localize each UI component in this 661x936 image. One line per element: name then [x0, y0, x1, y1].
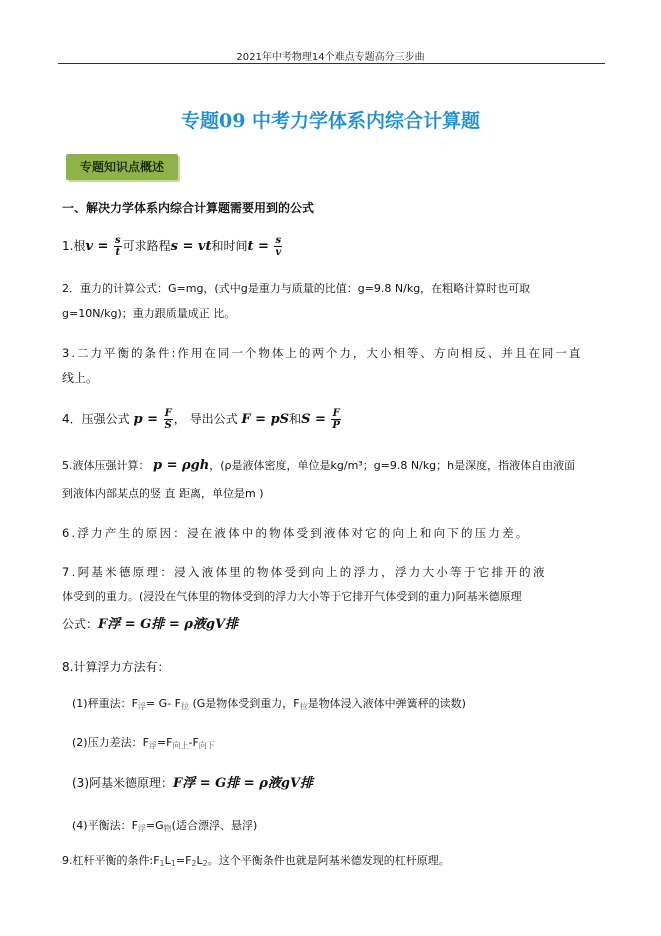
method-3: (3)阿基米德原理：F浮 = G排 = ρ液gV排 [72, 776, 314, 791]
section-heading: 一、解决力学体系内综合计算题需要用到的公式 [62, 201, 315, 215]
page-header: 2021年中考物理14个难点专题高分三步曲 [236, 52, 425, 63]
item-8-heading: 8.计算浮力方法有： [62, 660, 170, 674]
item-2-line-2: g=10N/kg)；重力跟质量成正 比。 [62, 307, 236, 320]
header-divider [58, 63, 605, 64]
item-7-line-3: 公式：F浮 = G排 = ρ液gV排 [62, 617, 239, 632]
item-7-line-2: 体受到的重力。(浸没在气体里的物体受到的浮力大小等于它排开气体受到的重力)阿基米德原理 [62, 590, 522, 603]
item-6: 6.浮力产生的原因：浸在液体中的物体受到液体对它的向上和向下的压力差。 [62, 526, 530, 540]
badge-label: 专题知识点概述 [79, 160, 164, 174]
item-4: 4．压强公式 p = $\frac{F}{S}$ ， 导出公式 F = pS和S = $\frac{F}{P}$ [62, 408, 340, 431]
method-2: (2)压力差法：$F_浮=F_{向上}-F_{向下}$ [72, 736, 215, 750]
fraction-F-over-P: $\frac{F}{P}$ [332, 408, 340, 431]
item-5-line-2: 到液体内部某点的竖 直 距离，单位是m ) [62, 487, 264, 500]
item-1: 1.根v = $\frac{s}{t}$ 可求路程s = vt和时间t = $\frac{s}{v}$ [62, 235, 282, 258]
item-7-line-1: 7.阿基米德原理：浸入液体里的物体受到向上的浮力，浮力大小等于它排开的液 [62, 565, 547, 579]
fraction-s-over-v: $\frac{s}{v}$ [275, 235, 282, 258]
item-3-line-1: 3.二力平衡的条件:作用在同一个物体上的两个力，大小相等、方向相反、并且在同一直 [62, 346, 583, 360]
method-4: (4)平衡法：$F_浮=G_物$(适合漂浮、悬浮) [72, 819, 258, 833]
section-badge [66, 154, 178, 180]
fraction-F-over-S: $\frac{F}{S}$ [164, 408, 172, 431]
item-5-line-1: 5.液体压强计算： p = ρgh，(ρ是液体密度，单位是kg/m³；g=9.8 N/kg；h是深度，指液体自由液面 [62, 458, 576, 473]
fraction-s-over-t: $\frac{s}{t}$ [114, 235, 121, 258]
item-9: 9.杠杆平衡的条件$:F_1L_1=F_2L_2$。这个平衡条件也就是阿基米德发现的杠杆原理。 [62, 854, 450, 868]
method-1: (1)秤重法：$F_浮= G-$ $F_拉$ (G是物体受到重力，$F_拉$是物体浸入液体中弹簧秤的读数) [72, 697, 466, 711]
document-title: 专题09 中考力学体系内综合计算题 [180, 110, 481, 132]
item-3-line-2: 线上。 [62, 371, 99, 385]
item-2-line-1: 2．重力的计算公式：G=mg，(式中g是重力与质量的比值：g=9.8 N/kg，在粗略计算时也可取 [62, 282, 531, 295]
